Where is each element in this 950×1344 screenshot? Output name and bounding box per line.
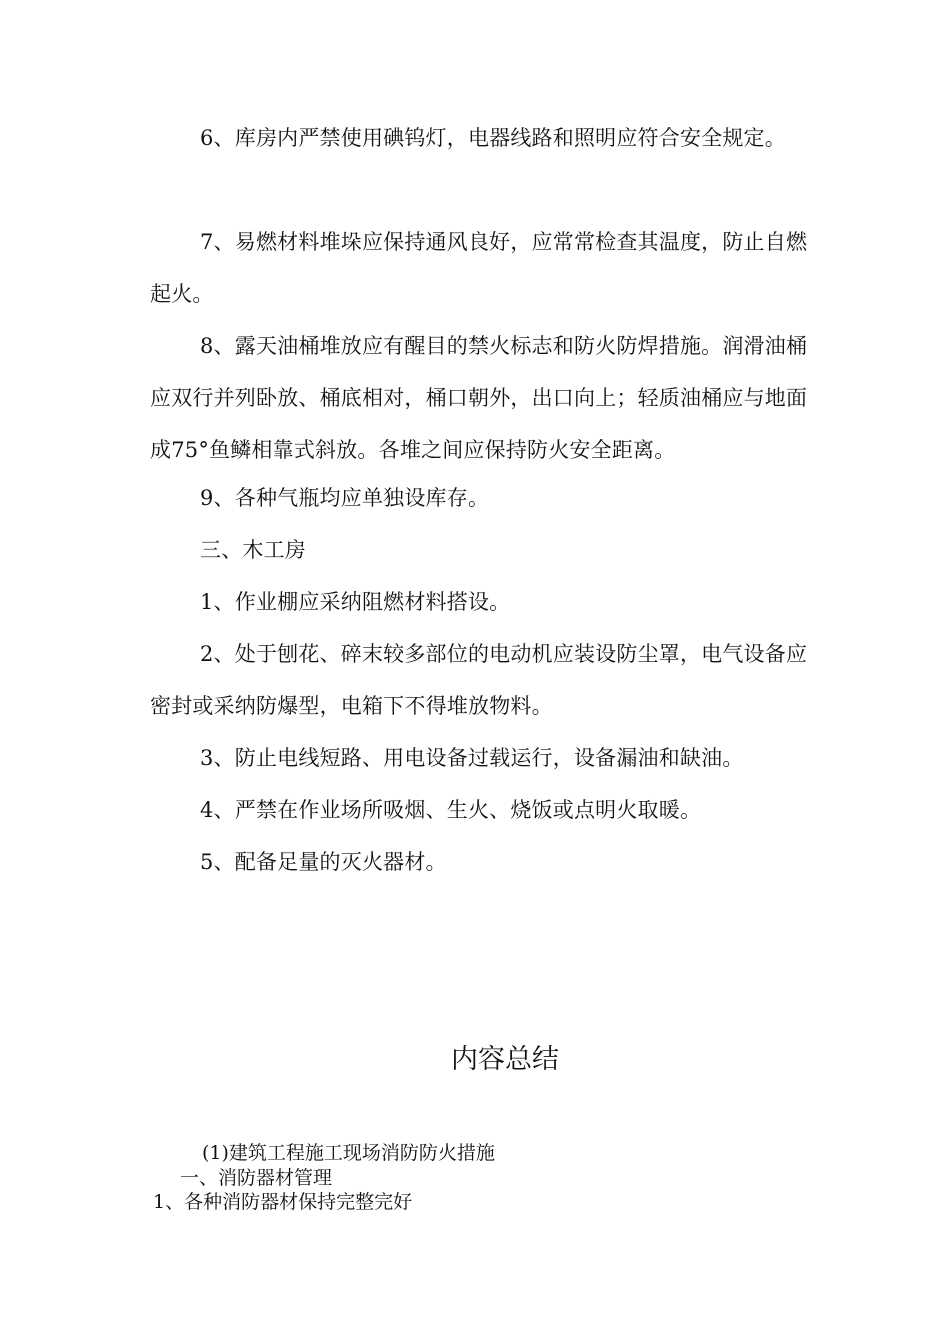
paragraph-item-6: 6、库房内严禁使用碘钨灯，电器线路和照明应符合安全规定。 xyxy=(200,126,786,150)
section-heading-carpentry: 三、木工房 xyxy=(200,538,306,562)
paragraph-item-7: 7、易燃材料堆垛应保持通风良好，应常常检查其温度，防止自燃起火。 xyxy=(150,230,808,306)
summary-line-1: (1)建筑工程施工现场消防防火措施 xyxy=(202,1142,495,1164)
paragraph-carpentry-1: 1、作业棚应采纳阻燃材料搭设。 xyxy=(200,590,511,614)
summary-line-3: 1、各种消防器材保持完整完好 xyxy=(153,1191,413,1213)
summary-line-2: 一、消防器材管理 xyxy=(180,1167,333,1189)
summary-title: 内容总结 xyxy=(451,1044,559,1075)
paragraph-carpentry-5: 5、配备足量的灭火器材。 xyxy=(200,850,447,874)
paragraph-carpentry-4: 4、严禁在作业场所吸烟、生火、烧饭或点明火取暖。 xyxy=(200,798,702,822)
paragraph-item-8: 8、露天油桶堆放应有醒目的禁火标志和防火防焊措施。润滑油桶应双行并列卧放、桶底相对，桶口朝外，出口向上；轻质油桶应与地面成75°鱼鳞相靠式斜放。各堆之间应保持防火安全距离。 xyxy=(150,334,808,462)
paragraph-carpentry-3: 3、防止电线短路、用电设备过载运行，设备漏油和缺油。 xyxy=(200,746,744,770)
paragraph-item-9: 9、各种气瓶均应单独设库存。 xyxy=(200,486,490,510)
paragraph-carpentry-2: 2、处于刨花、碎末较多部位的电动机应装设防尘罩，电气设备应密封或采纳防爆型，电箱下不得堆放物料。 xyxy=(150,642,808,718)
